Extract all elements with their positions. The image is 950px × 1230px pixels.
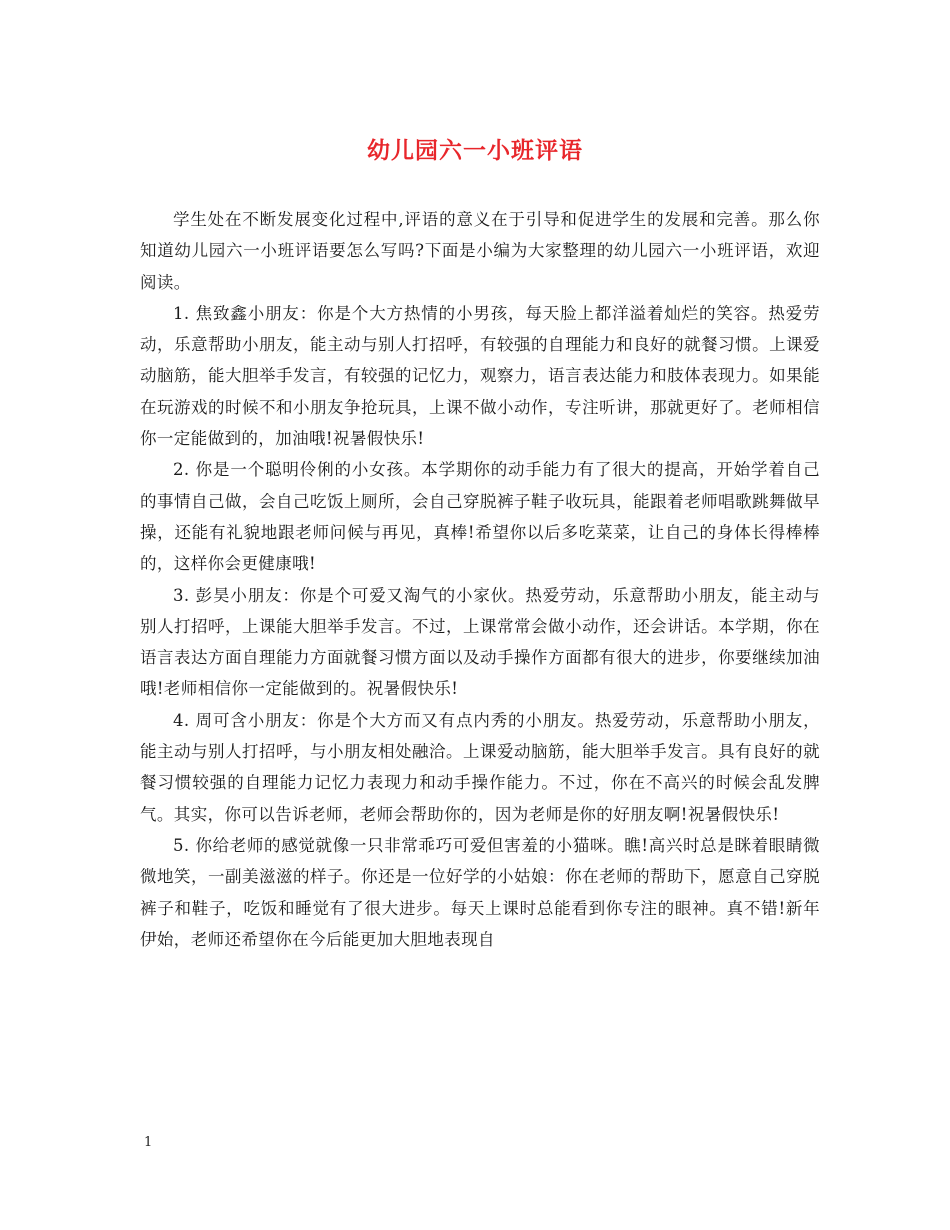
intro-paragraph: 学生处在不断发展变化过程中,评语的意义在于引导和促进学生的发展和完善。那么你知道幼儿园六一小班评语要怎么写吗?下面是小编为大家整理的幼儿园六一小班评语，欢迎阅读。 bbox=[140, 210, 820, 292]
comment-paragraph-1: 1. 焦致鑫小朋友：你是个大方热情的小男孩，每天脸上都洋溢着灿烂的笑容。热爱劳动，乐意帮助小朋友，能主动与别人打招呼，有较强的自理能力和良好的就餐习惯。上课爱动脑筋，能大胆举手发言，有较强的记忆力，观察力，语言表达能力和肢体表现力。如果能在玩游戏的时候不和小朋友争抢玩具，上课不做小动作，专注听讲，那就更好了。老师相信你一定能做到的，加油哦!祝暑假快乐! bbox=[140, 303, 820, 449]
comment-paragraph-3: 3. 彭昊小朋友：你是个可爱又淘气的小家伙。热爱劳动，乐意帮助小朋友，能主动与别人打招呼，上课能大胆举手发言。不过，上课常常会做小动作，还会讲话。本学期，你在语言表达方面自理能力方面就餐习惯方面以及动手操作方面都有很大的进步，你要继续加油哦!老师相信你一定能做到的。祝暑假快乐! bbox=[140, 585, 820, 699]
document-title: 幼儿园六一小班评语 bbox=[367, 137, 583, 164]
comment-paragraph-2: 2. 你是一个聪明伶俐的小女孩。本学期你的动手能力有了很大的提高，开始学着自己的事情自己做，会自己吃饭上厕所，会自己穿脱裤子鞋子收玩具，能跟着老师唱歌跳舞做早操，还能有礼貌地跟老师问候与再见，真棒!希望你以后多吃菜菜，让自己的身体长得棒棒的，这样你会更健康哦! bbox=[140, 460, 820, 574]
document-body bbox=[140, 204, 820, 955]
page-number: 1 bbox=[144, 1135, 153, 1150]
comment-paragraph-4: 4. 周可含小朋友：你是个大方而又有点内秀的小朋友。热爱劳动，乐意帮助小朋友，能主动与别人打招呼，与小朋友相处融洽。上课爱动脑筋，能大胆举手发言。具有良好的就餐习惯较强的自理能力记忆力表现力和动手操作能力。不过，你在不高兴的时候会乱发脾气。其实，你可以告诉老师，老师会帮助你的，因为老师是你的好朋友啊!祝暑假快乐! bbox=[140, 710, 820, 824]
comment-paragraph-5: 5. 你给老师的感觉就像一只非常乖巧可爱但害羞的小猫咪。瞧!高兴时总是眯着眼睛微微地笑，一副美滋滋的样子。你还是一位好学的小姑娘：你在老师的帮助下，愿意自己穿脱裤子和鞋子，吃饭和睡觉有了很大进步。每天上课时总能看到你专注的眼神。真不错!新年伊始，老师还希望你在今后能更加大胆地表现自 bbox=[140, 835, 820, 949]
